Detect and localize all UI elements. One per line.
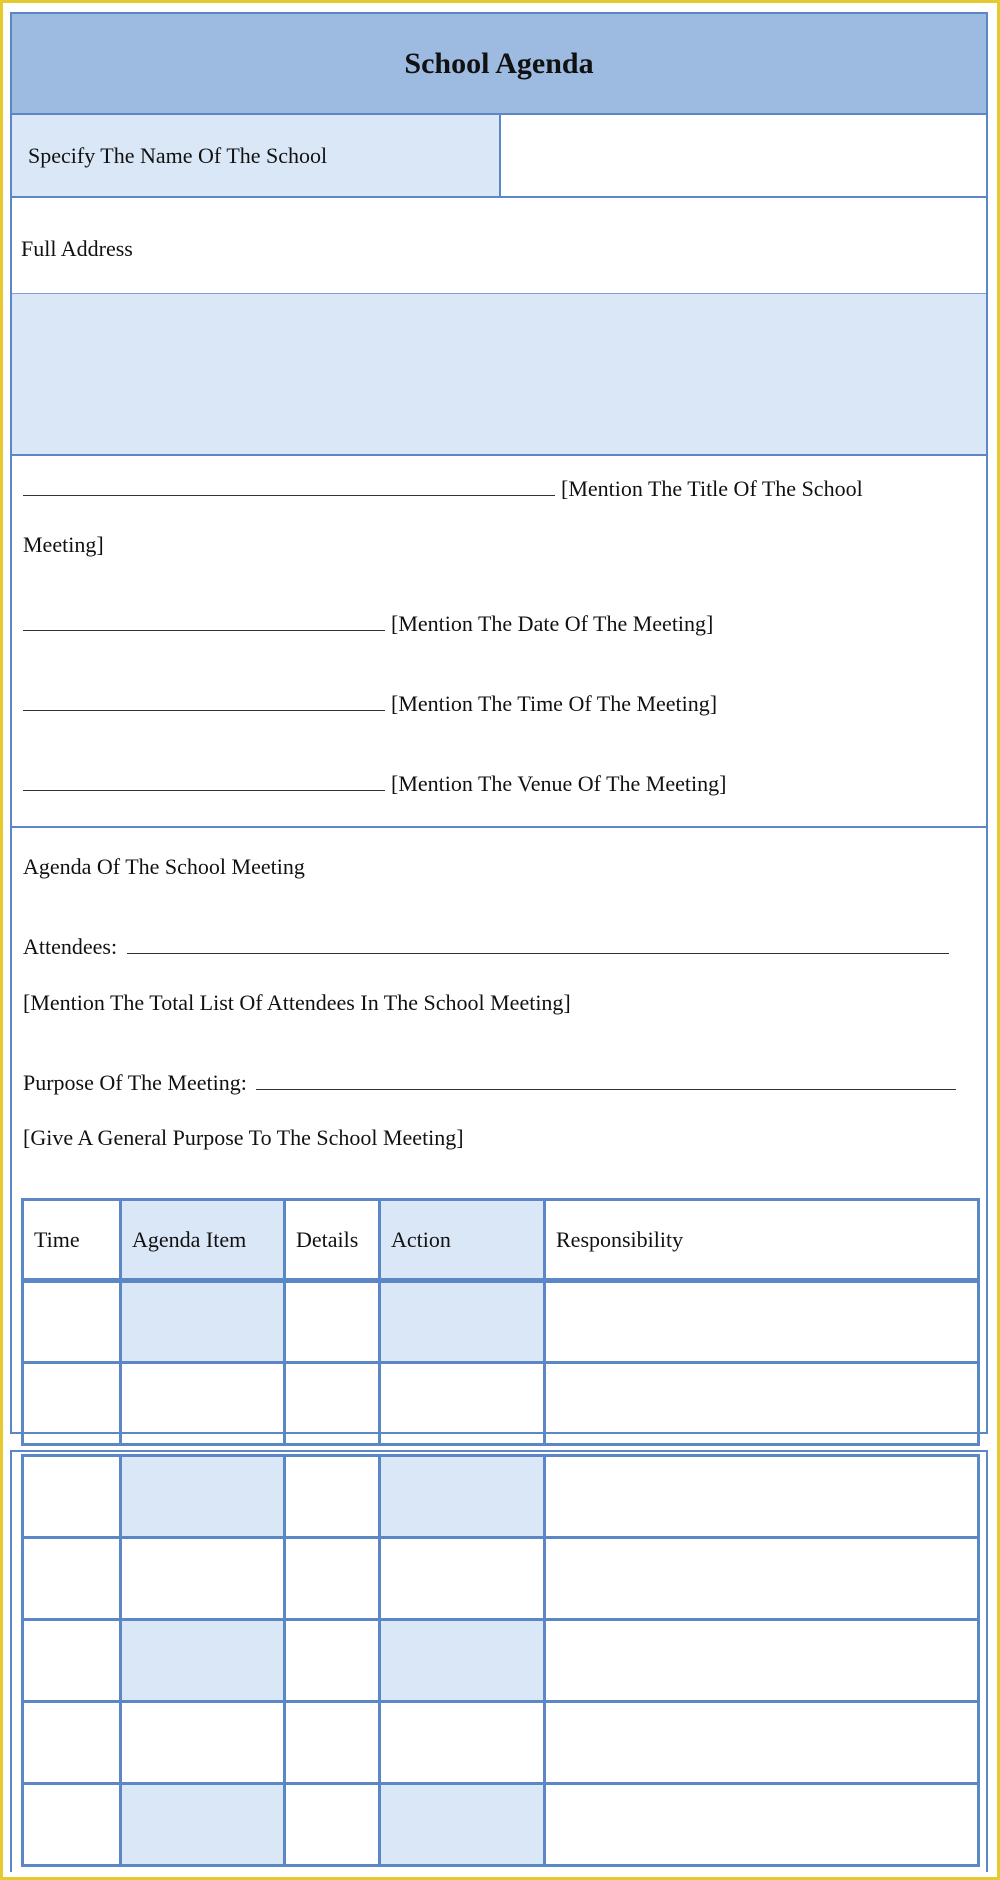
attendees-hint: [Mention The Total List Of Attendees In The School Meeting] [23, 990, 571, 1015]
action-cell[interactable] [380, 1363, 545, 1445]
table-row [23, 1363, 979, 1445]
meeting-title-hint: [Mention The Title Of The School [561, 476, 863, 501]
table-row [23, 1620, 979, 1702]
header-agenda-item: Agenda Item [121, 1200, 285, 1281]
responsibility-cell[interactable] [545, 1620, 979, 1702]
meeting-time-hint: [Mention The Time Of The Meeting] [391, 691, 718, 716]
meeting-time-blank[interactable] [23, 693, 385, 711]
time-cell[interactable] [23, 1538, 121, 1620]
agenda-sheet-continued [10, 1450, 988, 1872]
meeting-venue-blank[interactable] [23, 773, 385, 791]
details-cell[interactable] [285, 1363, 380, 1445]
table-row [23, 1784, 979, 1866]
agenda-table [21, 1198, 980, 1446]
agenda-table-continued [21, 1454, 980, 1867]
time-cell[interactable] [23, 1281, 121, 1363]
meeting-details [12, 456, 986, 828]
purpose-line [23, 1070, 962, 1096]
time-cell[interactable] [23, 1363, 121, 1445]
agenda-item-cell[interactable] [121, 1784, 285, 1866]
responsibility-cell[interactable] [545, 1456, 979, 1538]
responsibility-cell[interactable] [545, 1538, 979, 1620]
meeting-venue-line [23, 771, 726, 797]
action-cell[interactable] [380, 1281, 545, 1363]
details-cell[interactable] [285, 1784, 380, 1866]
responsibility-cell[interactable] [545, 1784, 979, 1866]
agenda-sheet [10, 12, 988, 1434]
purpose-blank[interactable] [256, 1072, 956, 1090]
header-responsibility: Responsibility [545, 1200, 979, 1281]
school-name-row [12, 115, 986, 198]
time-cell[interactable] [23, 1702, 121, 1784]
agenda-item-cell[interactable] [121, 1538, 285, 1620]
agenda-item-cell[interactable] [121, 1456, 285, 1538]
meeting-venue-hint: [Mention The Venue Of The Meeting] [391, 771, 727, 796]
action-cell[interactable] [380, 1456, 545, 1538]
details-cell[interactable] [285, 1702, 380, 1784]
school-name-label: Specify The Name Of The School [12, 115, 501, 196]
agenda-item-cell[interactable] [121, 1363, 285, 1445]
header-action: Action [380, 1200, 545, 1281]
meeting-title-hint-continued: Meeting] [23, 532, 104, 557]
responsibility-cell[interactable] [545, 1363, 979, 1445]
table-row [23, 1702, 979, 1784]
school-name-field[interactable] [501, 115, 986, 196]
purpose-label: Purpose Of The Meeting: [23, 1070, 247, 1095]
meeting-time-line [23, 691, 717, 717]
details-cell[interactable] [285, 1538, 380, 1620]
agenda-heading: Agenda Of The School Meeting [23, 854, 305, 879]
table-row [23, 1456, 979, 1538]
meeting-date-hint: [Mention The Date Of The Meeting] [391, 611, 714, 636]
time-cell[interactable] [23, 1620, 121, 1702]
meeting-date-line [23, 611, 713, 637]
attendees-line [23, 934, 955, 960]
agenda-table-header [23, 1200, 979, 1281]
meeting-title-blank[interactable] [23, 478, 555, 496]
action-cell[interactable] [380, 1784, 545, 1866]
agenda-item-cell[interactable] [121, 1702, 285, 1784]
purpose-hint: [Give A General Purpose To The School Meeting] [23, 1125, 464, 1150]
time-cell[interactable] [23, 1784, 121, 1866]
details-cell[interactable] [285, 1620, 380, 1702]
meeting-date-blank[interactable] [23, 613, 385, 631]
agenda-item-cell[interactable] [121, 1620, 285, 1702]
header-time: Time [23, 1200, 121, 1281]
time-cell[interactable] [23, 1456, 121, 1538]
attendees-label: Attendees: [23, 934, 118, 959]
responsibility-cell[interactable] [545, 1702, 979, 1784]
action-cell[interactable] [380, 1702, 545, 1784]
document-title: School Agenda [12, 14, 986, 115]
full-address-field[interactable] [12, 294, 986, 456]
meeting-title-line [23, 476, 863, 502]
details-cell[interactable] [285, 1281, 380, 1363]
responsibility-cell[interactable] [545, 1281, 979, 1363]
details-cell[interactable] [285, 1456, 380, 1538]
agenda-item-cell[interactable] [121, 1281, 285, 1363]
full-address-label: Full Address [12, 198, 986, 294]
table-row [23, 1281, 979, 1363]
table-row [23, 1538, 979, 1620]
agenda-section [12, 828, 986, 1434]
header-details: Details [285, 1200, 380, 1281]
attendees-blank[interactable] [127, 936, 949, 954]
action-cell[interactable] [380, 1620, 545, 1702]
action-cell[interactable] [380, 1538, 545, 1620]
